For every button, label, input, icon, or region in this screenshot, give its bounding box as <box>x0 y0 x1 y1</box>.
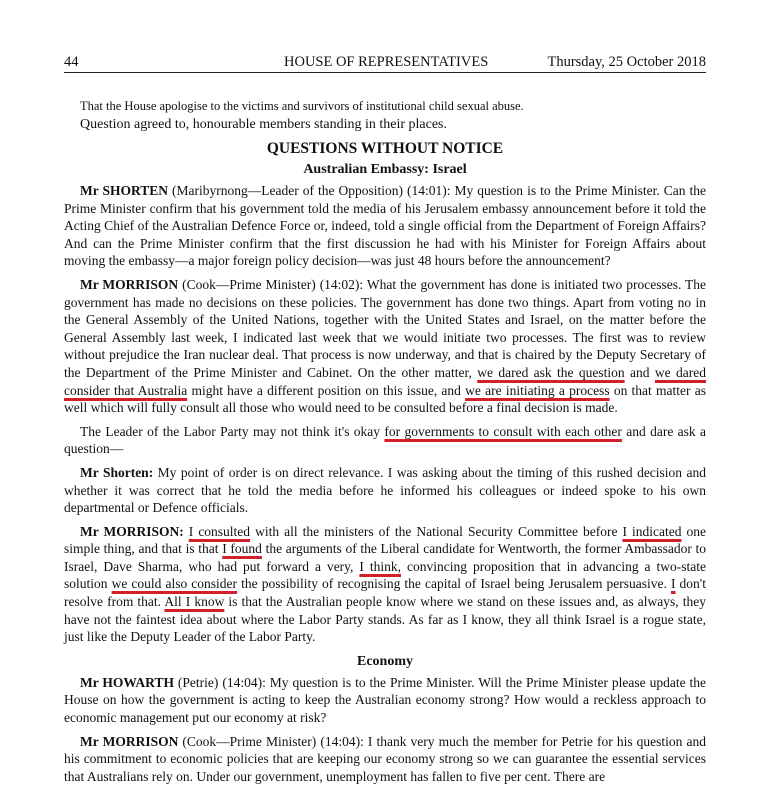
topic-heading-economy: Economy <box>357 653 413 669</box>
red-underlined-text: I consulted <box>188 523 251 539</box>
speech-text: the possibility of recognising the capital of Israel being Jerusalem persuasive. <box>237 576 671 592</box>
speaker-name: Mr SHORTEN <box>80 183 169 198</box>
section-heading: QUESTIONS WITHOUT NOTICE <box>266 140 504 157</box>
answer-morrison-economy <box>64 733 706 786</box>
speech-text: is that the Australian people know where we stand on these issues and, as always, they have not the faintest idea about where the Labor Party stands. As far as I know, they all think Israel is a rogue state, just like the Deputy Leader of the Labor Party. <box>64 594 706 645</box>
red-underlined-text: for governments to consult with each other <box>384 423 622 439</box>
answer-morrison-2 <box>64 523 706 646</box>
speech-text: don't resolve from that. <box>64 576 706 610</box>
red-underlined-text: I <box>670 576 676 592</box>
speaker-name: Mr Shorten: <box>80 464 154 480</box>
question-howarth <box>64 674 706 727</box>
question-shorten <box>64 182 706 270</box>
speech-text: on that matter as well which will fully consult all those who would need to be consulted before a final decision is made. <box>64 382 706 416</box>
speech-text: (Cook—Prime Minister) (14:02): What the government has done is initiated two processes. The government has made no decisions on these policies. The government has done two things. Apart from voting no in the General Assembly of the United Nations, together with the United States and Israel, on the matter before the General Assembly last week, I indicated last week that we would initiate two processes. The first was to review without prejudice the Iran nuclear deal. That process is now underway, and that is chaired by the Deputy Secretary of the Department of the Prime Minister and Cabinet. On the other matter, <box>64 276 706 380</box>
red-underlined-text: we are initiating a process <box>465 382 610 398</box>
speech-text: and dare ask a question— <box>64 423 706 457</box>
house-title: HOUSE OF REPRESENTATIVES <box>284 54 489 70</box>
speech-text: might have a different position on this issue, and <box>187 382 466 398</box>
speech-text: the arguments of the Liberal candidate for Wentworth, the former Ambassador to Israel, Dave Sharma, who had put forward a very, <box>64 541 707 574</box>
speaker-name: Mr MORRISON: <box>80 523 184 539</box>
motion-text: That the House apologise to the victims and survivors of institutional child sexual abuse. <box>80 99 524 113</box>
sitting-date: Thursday, 25 October 2018 <box>547 54 706 70</box>
red-underlined-text: we dared ask the question <box>477 364 625 380</box>
speech-text: one simple thing, and that is that <box>64 523 706 557</box>
red-underlined-text: we could also consider <box>111 576 238 592</box>
answer-morrison-continued <box>64 423 706 458</box>
red-underlined-text: I indicated <box>622 523 682 539</box>
topic-heading-embassy: Australian Embassy: Israel <box>303 162 467 177</box>
speech-text: with all the ministers of the National Security Committee before <box>250 523 623 539</box>
point-of-order-shorten <box>64 464 706 517</box>
red-underlined-text: we dared consider that Australia <box>64 364 706 398</box>
speaker-name: Mr MORRISON <box>80 733 179 749</box>
speech-text: The Leader of the Labor Party may not think it's okay <box>80 423 385 439</box>
transcript-body <box>64 98 706 791</box>
speech-text: convincing proposition that in advancing a two-state solution <box>64 558 707 592</box>
red-underlined-text: I found <box>222 541 262 557</box>
speaker-name: Mr MORRISON <box>80 276 179 292</box>
speaker-name: Mr HOWARTH <box>80 674 174 690</box>
answer-morrison <box>64 276 706 417</box>
speech-text: (Petrie) (14:04): My question is to the Prime Minister. Will the Prime Minister please update the House on how the government is acting to keep the Australian economy strong? How would a reckless approach to economic management put our economy at risk? <box>64 674 706 726</box>
red-underlined-text: I think, <box>359 558 402 574</box>
page-header <box>64 52 706 73</box>
speech-text: and <box>624 364 655 380</box>
speech-text: My point of order is on direct relevance. I was asking about the timing of this rushed decision and whether it was correct that he told the media before he informed his colleagues or indeed spoke to his own departmental or Defence officials. <box>64 464 707 516</box>
speech-text: (Cook—Prime Minister) (14:04): I thank very much the member for Petrie for his question and his commitment to economic policies that are keeping our economy strong so we can guarantee the essential services that Australians rely on. Under our government, unemployment has fallen to five per cent. There are <box>64 733 706 784</box>
page-number: 44 <box>64 54 79 70</box>
question-agreed-text: Question agreed to, honourable members standing in their places. <box>80 117 448 132</box>
red-underlined-text: All I know <box>164 594 225 610</box>
speech-text: (Maribyrnong—Leader of the Opposition) (14:01): My question is to the Prime Minister. Can the Prime Minister confirm that his government told the media of his Jerusalem embassy announcement before it told the Acting Chief of the Australian Defence Force or, indeed, told a single official from the Department of Foreign Affairs? And can the Prime Minister confirm that the first discussion he had with his Minister for Foreign Affairs about moving the embassy—a major foreign policy decision—was just 48 hours before the announcement? <box>64 183 706 269</box>
